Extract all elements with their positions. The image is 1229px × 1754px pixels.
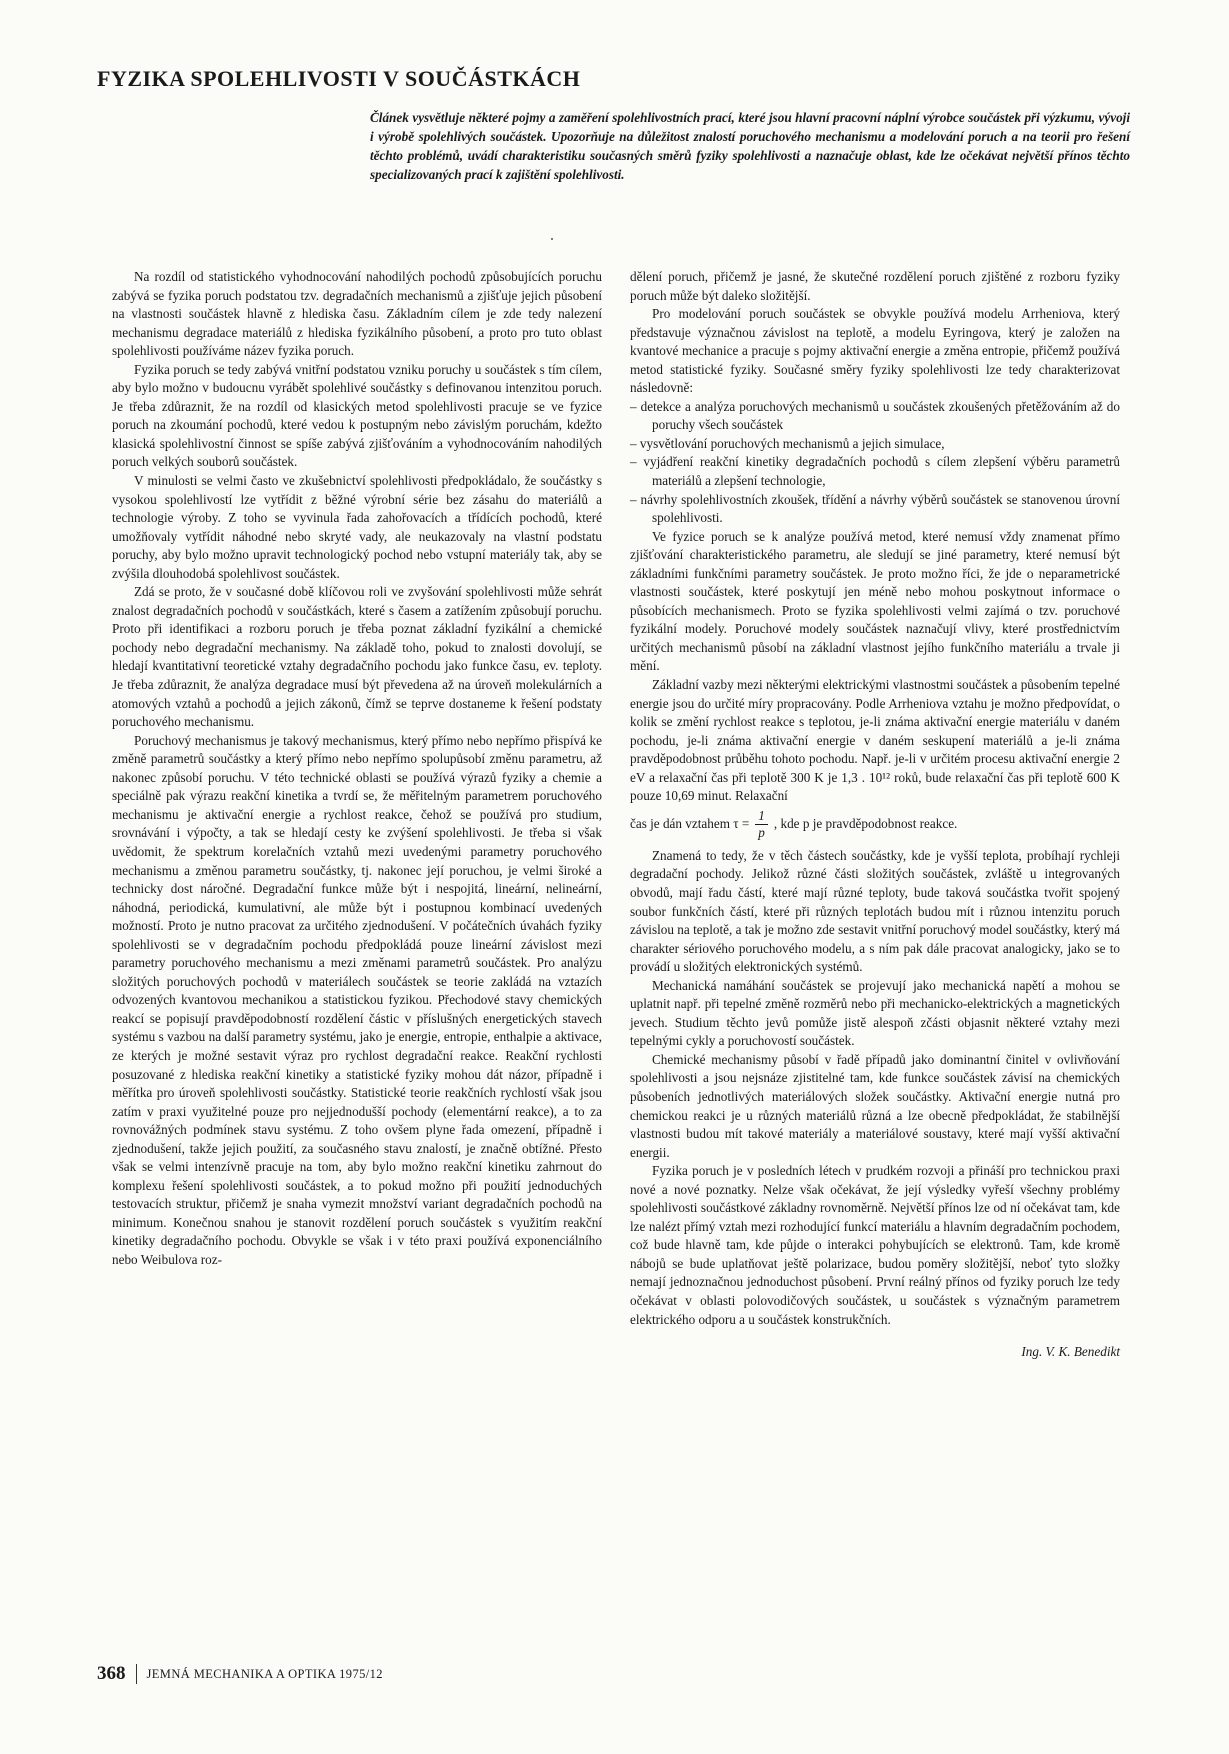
left-paragraph-3: V minulosti se velmi často ve zkušebnictví spolehlivosti předpokládalo, že součástky s vysokou spolehlivostí lze vytřídit z běžné výrobní série bez zásahu do materiálů a technologie výroby. Z toho se vyvinula řada zahořovacích a třídících pochodů, které umožňovaly vytřídit náhodné nebo skryté vady, ale neukazovaly na vlastní podstatu poruchy, aby bylo možno upravit technologický pochod nebo vstupní materiály tak, aby se zvýšila dlouhodobá spolehlivost součástek. [112,473,602,581]
right-paragraph-8: Fyzika poruch je v posledních létech v prudkém rozvoji a přináší pro technickou praxi nové a nové poznatky. Nelze však očekávat, že její výsledky vyřeší všechny problémy spolehlivosti součástkové základny rovnoměrně. Největší přínos lze od ní očekávat tam, kde lze nalézt přímý vztah mezi rozhodující funkcí materiálu a hlavním degradačním pochodem, což bude hlavně tam, kde půjde o interakci pohybujících se elektronů. Tam, kde kromě nábojů se bude uplatňovat ještě polarizace, budou poměry složitější, neboť tyto složky nemají jednoznačnou jednoduchost působení. První reálný přínos od fyziky poruch lze tedy očekávat v oblasti polovodičových součástek, u součástek s význačným parametrem elektrického odporu a u součástek konstrukčních. [630,1163,1120,1327]
right-paragraph-6: Mechanická namáhání součástek se projevují jako mechanická napětí a mohou se uplatnit např. při tepelné změně rozměrů nebo při mechanicko-elektrických a magnetických jevech. Studium těchto jevů pomůže jistě alespoň zčásti objasnit některé vztahy mezi tepelnými cykly a poruchovostí součástek. [630,977,1120,1049]
trend-list [630,398,1120,528]
formula-fraction [755,808,768,841]
article-abstract: Článek vysvětluje některé pojmy a zaměření spolehlivostních prací, které jsou hlavní pracovní náplní výrobce součástek při výzkumu, vývoji i výrobě spolehlivých součástek. Upozorňuje na důležitost znalostí poruchového mechanismu a modelování poruch a na teorii pro řešení těchto problémů, uvádí charakteristiku současných směrů fyziky spolehlivosti a naznačuje oblast, kde lze očekávat největší přínos těchto specializovaných prací k zajištění spolehlivosti. [370,110,1130,182]
right-paragraph-1: dělení poruch, přičemž je jasné, že skutečné rozdělení poruch zjištěné z rozboru fyziky poruch může být daleko složitější. [630,269,1120,303]
right-paragraph-7: Chemické mechanismy působí v řadě případů jako dominantní činitel v ovlivňování spolehlivosti a jsou nejsnáze zjistitelné tam, kde funkce součástek závisí na chemických působeních jednotlivých materiálových složek součástky. Aktivační energie nutná pro chemickou reakci je u různých materiálů různá a lze obecně předpokládat, že stabilnější vlastnosti budou mít takové materiály a materiálové soustavy, které mají vyšší aktivační energii. [630,1051,1120,1160]
right-paragraph-3: Ve fyzice poruch se k analýze používá metod, které nemusí vždy znamenat přímo zjišťování charakteristického parametru, ale sledují se jiné parametry, které nemusí být základními funkčními parametry součástek. Je proto možno říci, že jde o neparametrické vlastnosti součástek, které poskytují jen méně nebo mohou poskytnout informace o působících mechanismech. Proto se fyzika spolehlivosti velmi zajímá o tzv. poruchové fyzikální modely. Poruchové modely součástek naznačují vlivy, které prostřednictvím určitých mechanismů působí na základní vlastnost jejího funkčního materiálu a trvale ji mění. [630,528,1120,674]
footer-divider [136,1664,137,1684]
formula-text-before: čas je dán vztahem τ = [630,816,750,832]
relaxation-formula [630,808,1120,841]
stray-dot [551,238,553,240]
formula-numerator: 1 [755,808,768,825]
left-paragraph-5: Poruchový mechanismus je takový mechanismus, který přímo nebo nepřímo přispívá ke změně parametrů součástky a který přímo nebo nepřímo spolupůsobí změnu parametru, až nakonec způsobí poruchu. V této technické oblasti se používá výrazů fyziky a chemie a speciálně pak výrazu reakční kinetika a tvrdí se, že měřitelným parametrem poruchového mechanismu je aktivační energie a rychlost reakce, čehož se používá pro studium, srovnávání i výpočty, a tak se hledají cesty ke zvýšení spolehlivosti. Je třeba si však uvědomit, že spektrum korelačních vztahů mezi uvedenými parametry poruchového mechanismu a změnou parametru součástky, tj. nakonec její poruchou, je velmi široké a technicky dost náročné. Degradační funkce může být i nespojitá, lineární, nelineární, náhodná, periodická, kumulativní, ale může být i postupnou kombinací uvedených možností. Proto je nutno pracovat za určitého zjednodušení. V počátečních úvahách fyziky spolehlivosti se v degradačním pochodu předpokládá pouze lineární závislost mezi parametry poruchového mechanismu a mezi změnami parametrů součástek. Pro analýzu složitých poruchových pochodů v materiálech součástek se teorie zakládá na vztazích odvozených kvantovou mechanikou a statistickou fyzikou. Přechodové stavy chemických reakcí se popisují pravděpodobností rozdělení částic v příslušných energetických stavech systému s vazbou na další parametry systému, jako je energie, entropie, enthalpie a aktivace, ze kterých je možné sestavit výraz pro rychlost degradační reakce. Reakční rychlosti posuzované z hlediska reakční kinetiky a statistické fyziky mohou dát názor, případně i měřítka pro úroveň spolehlivosti součástky. Statistické teorie reakčních rychlostí však jsou zatím v praxi využitelné pouze pro nejjednodušší pochody (elementární reakce), a to za rovnovážných podmínek stavu systému. Z toho ovšem plyne řada omezení, případně i zjednodušení, takže jejich použití, za současného stavu znalostí, je značně obtížné. Přesto však se velmi intenzívně pracuje na tom, aby bylo možno reakční kinetiku zahrnout do komplexu řešení spolehlivosti součástek, a to pokud možno při použití jednoduchých testovacích struktur, přičemž je snaha vymezit množství variant degradačních pochodů na minimum. Konečnou snahou je stanovit rozdělení poruch součástek s využitím reakční kinetiky degradačního pochodu. Obvykle se však i v této praxi používá exponenciálního nebo Weibulova roz- [112,732,602,1267]
left-paragraph-4: Zdá se proto, že v současné době klíčovou roli ve zvyšování spolehlivosti může sehrát znalost degradačních pochodů v součástkách, které s časem a zatížením způsobují poruchu. Proto při identifikaci a rozboru poruch je třeba poznat základní fyzikální a chemické pochody nebo degradační mechanismy. Na základě toho, pokud to znalosti dovolují, se hledají kvantitativní teoretické vztahy degradačního pochodu jako funkce času, ev. teploty. Je třeba zdůraznit, že analýza degradace musí být převedena až na úroveň molekulárních a atomových vztahů a pochodů a jejich zákonů, čímž se teprve dostaneme k řešení podstaty poruchového mechanismu. [112,584,602,730]
page-number: 368 [97,1663,126,1684]
article-author: Ing. V. K. Benedikt [1021,1344,1120,1360]
right-paragraph-4: Základní vazby mezi některými elektrickými vlastnostmi součástek a působením tepelné energie jsou do určité míry propracovány. Podle Arrheniova vztahu je možno předpovídat, o kolik se změní rychlost reakce s teplotou, je-li známa aktivační energie materiálu v daném pochodu, je-li známa aktivační energie v daném seskupení materiálů a je-li známa pravděpodobnost průběhu tohoto pochodu. Např. je-li v určitém procesu aktivační energie 2 eV a relaxační čas při teplotě 300 K je 1,3 . 10¹² roků, bude relaxační čas při teplotě 600 K pouze 10,69 minut. Relaxační [630,677,1120,804]
list-item: – vysvětlování poruchových mechanismů a jejich simulace, [630,435,945,451]
list-item: – detekce a analýza poruchových mechanismů u součástek zkoušených přetěžováním až do poruchy všech součástek [630,398,1120,433]
journal-name: JEMNÁ MECHANIKA A OPTIKA 1975/12 [146,1666,383,1681]
right-paragraph-5: Znamená to tedy, že v těch částech součástky, kde je vyšší teplota, probíhají rychleji degradační pochody. Jelikož různé části složitých součástek, zvláště u integrovaných obvodů, mají řadu částí, které mají různé teploty, bude taková součástka tvořit spojený soubor funkčních částí, které při různých teplotách budou mít i různou intenzitu poruch závislou na teplotě, a tak je možno zde sestavit vnitřní poruchový model součástky, který má charakter sériového poruchového modelu, a s ním pak dále pracovat analogicky, jako se to provádí u složitých elektronických systémů. [630,847,1120,975]
right-paragraph-2: Pro modelování poruch součástek se obvykle používá modelu Arrheniova, který představuje význačnou závislost na teplotě, a modelu Eyringova, který je založen na kvantové mechanice a pracuje s pojmy aktivační energie a změna entropie, přičemž používá metod statistické fyziky. Současné směry fyziky spolehlivosti lze tedy charakterizovat následovně: [630,306,1120,396]
article-title: FYZIKA SPOLEHLIVOSTI V SOUČÁSTKÁCH [97,66,581,91]
formula-text-after: , kde p je pravděpodobnost reakce. [773,816,958,832]
list-item: – návrhy spolehlivostních zkoušek, třídění a návrhy výběrů součástek se stanovenou úrovní spolehlivosti. [630,491,1120,526]
page-footer [97,1663,383,1685]
formula-denominator: p [758,824,765,840]
right-column [630,268,1120,1362]
left-paragraph-1: Na rozdíl od statistického vyhodnocování nahodilých pochodů způsobujících poruchu zabývá se fyzika poruch podstatou tzv. degradačních mechanismů a zjišťuje jejich působení na vlastnosti součástek hlavně z hlediska času. Základním cílem je zde tedy nalezení mechanismu degradace materiálů z hlediska fyzikálního působení, a proto pro tuto oblast spolehlivosti používáme název fyzika poruch. [112,269,602,359]
list-item: – vyjádření reakční kinetiky degradačních pochodů s cílem zlepšení výběru parametrů materiálů a zlepšení technologie, [630,454,1120,489]
left-paragraph-2: Fyzika poruch se tedy zabývá vnitřní podstatou vzniku poruchy u součástek s tím cílem, aby bylo možno v budoucnu vyrábět spolehlivé součástky s definovanou intenzitou poruch. Je třeba zdůraznit, že na rozdíl od klasických metod spolehlivosti pracuje se ve fyzice poruch na zkoumání pochodů, které vedou k postupným nebo závislým poruchám, kdežto klasická spolehlivostní činnost se spíše zabývá zjišťováním a vyhodnocováním nahodilých poruch velkých souborů součástek. [112,361,602,470]
left-column [112,268,602,1270]
